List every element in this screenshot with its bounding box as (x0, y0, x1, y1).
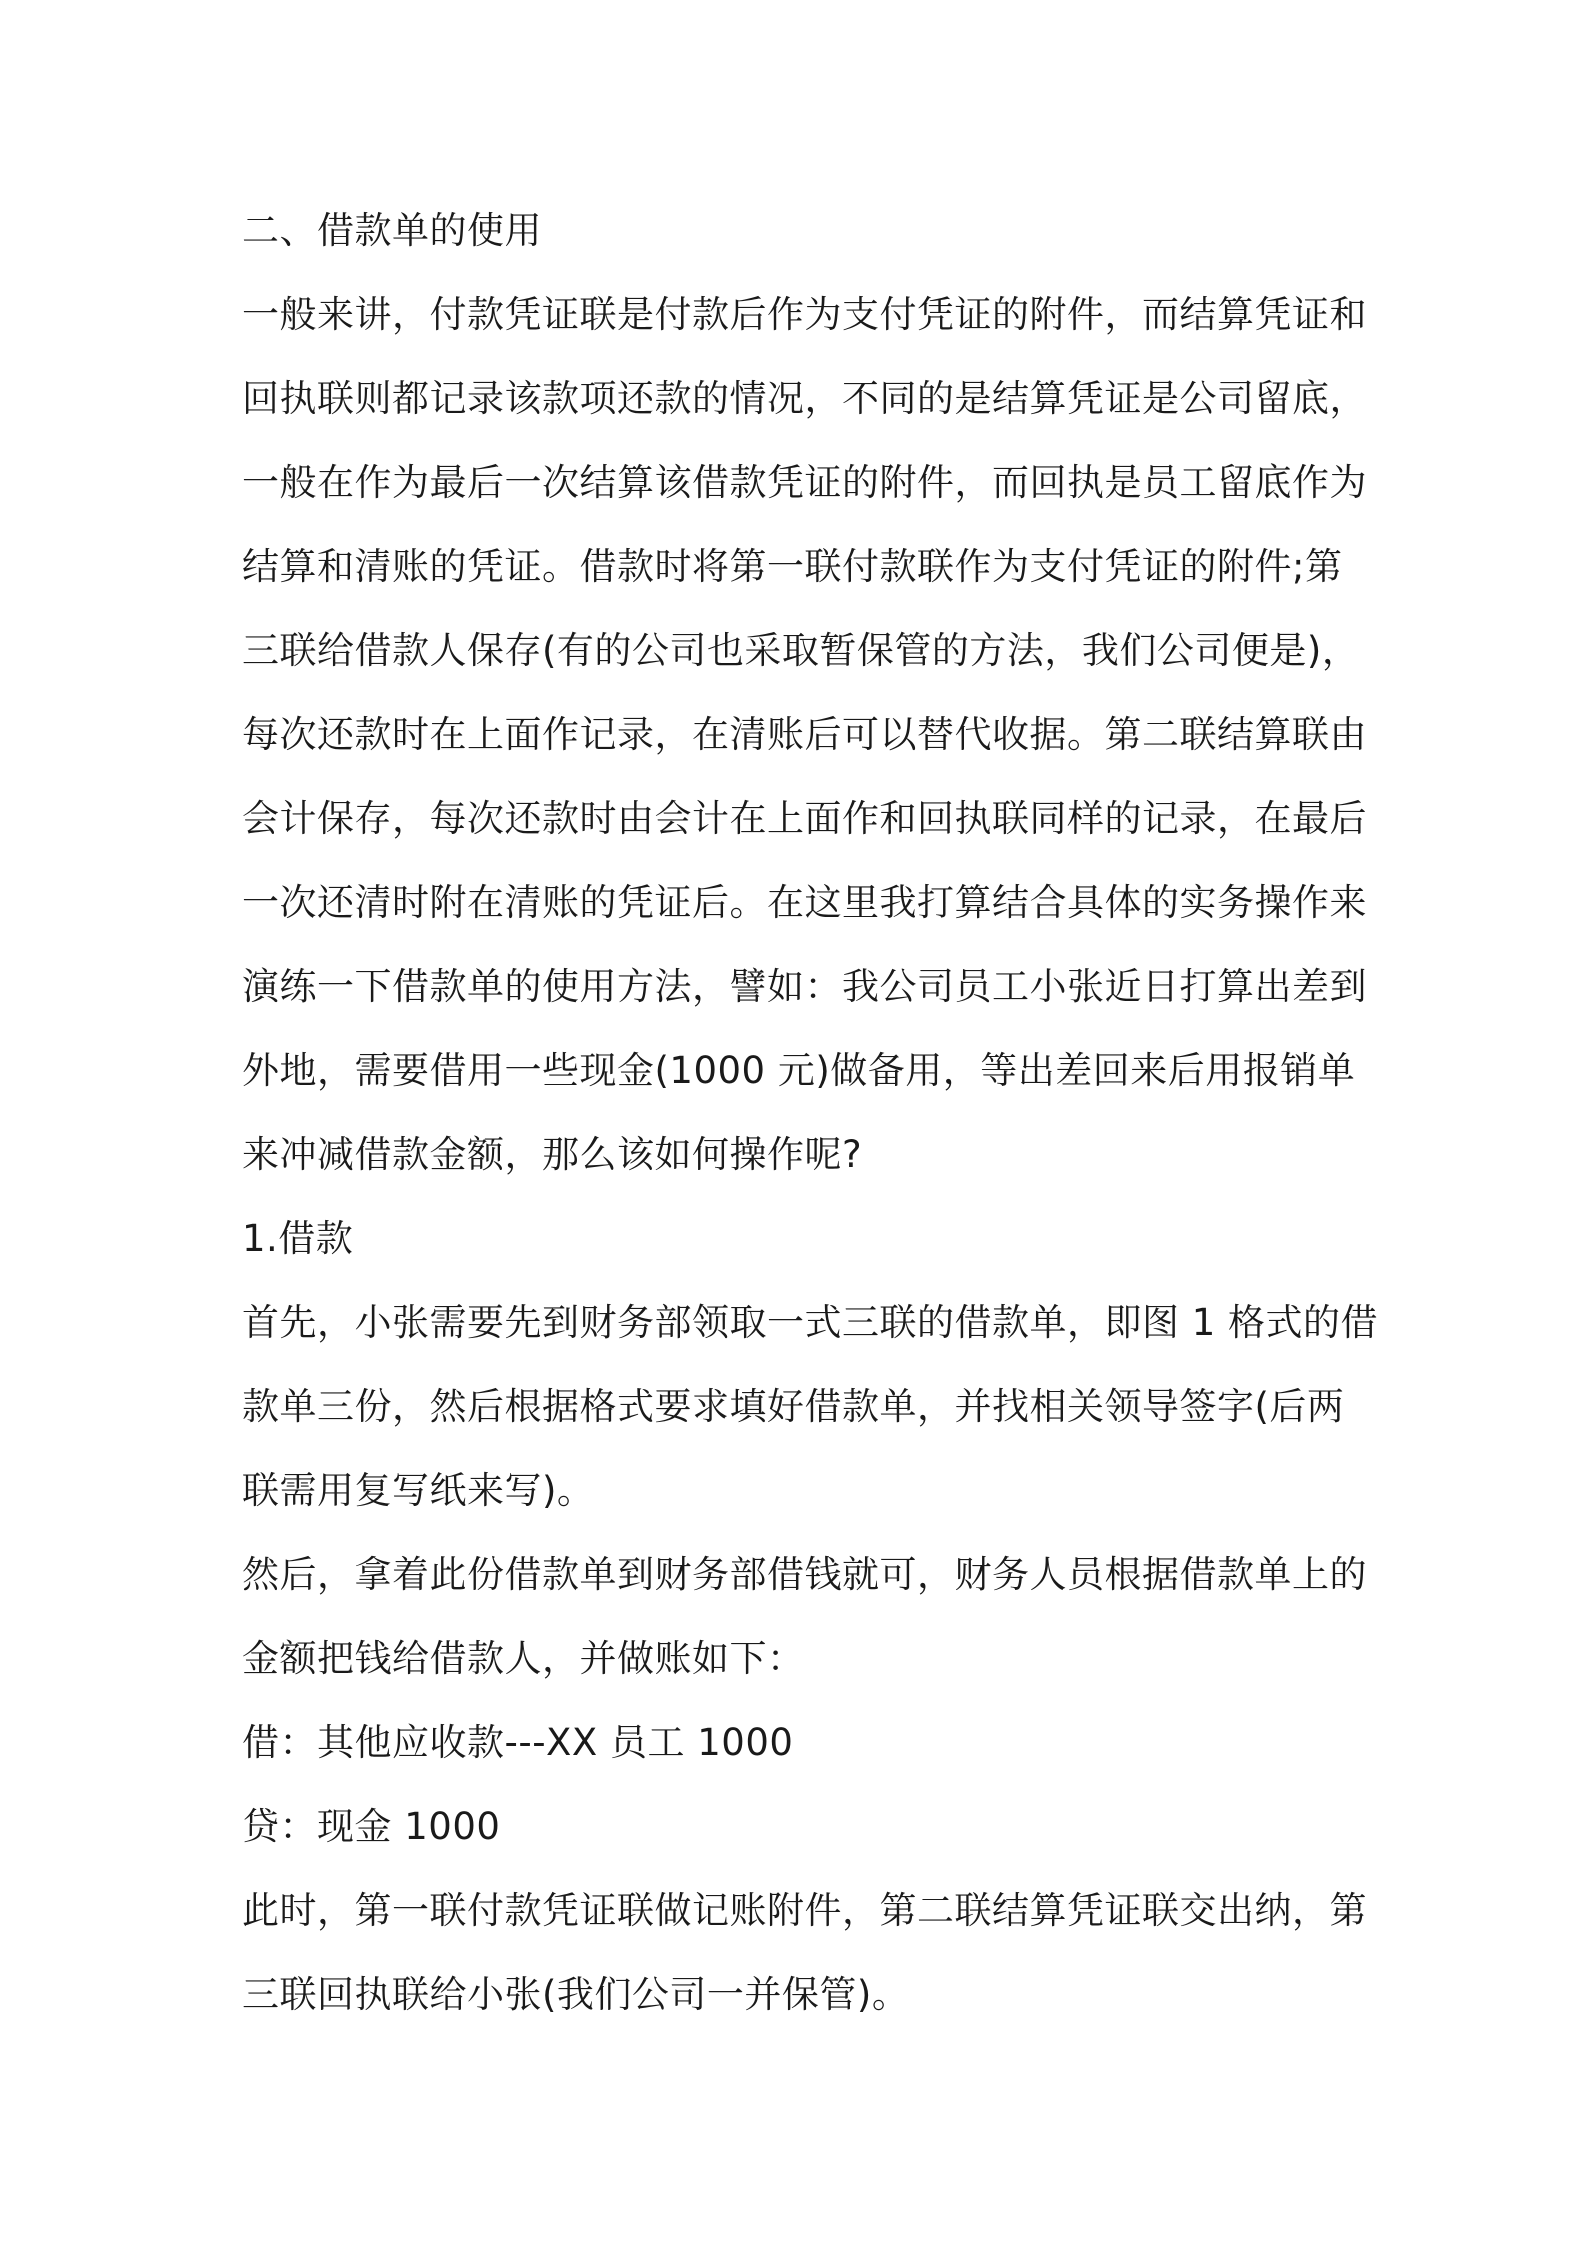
text-line: 外地，需要借用一些现金(1000 元)做备用，等出差回来后用报销单 (242, 1049, 1356, 1092)
text-line: 每次还款时在上面作记录，在清账后可以替代收据。第二联结算联由 (242, 713, 1367, 756)
text-line: 金额把钱给借款人，并做账如下： (242, 1637, 805, 1680)
journal-entry-credit: 贷：现金 1000 (242, 1805, 501, 1848)
text-line: 款单三份，然后根据格式要求填好借款单，并找相关领导签字(后两 (242, 1385, 1345, 1428)
text-line: 三联回执联给小张(我们公司一并保管)。 (242, 1973, 910, 2016)
journal-entry-debit: 借：其他应收款---XX 员工 1000 (242, 1721, 794, 1764)
text-line: 一般在作为最后一次结算该借款凭证的附件，而回执是员工留底作为 (242, 461, 1367, 504)
text-line: 结算和清账的凭证。借款时将第一联付款联作为支付凭证的附件;第 (242, 545, 1343, 588)
text-line: 然后，拿着此份借款单到财务部借钱就可，财务人员根据借款单上的 (242, 1553, 1367, 1596)
text-line: 此时，第一联付款凭证联做记账附件，第二联结算凭证联交出纳，第 (242, 1889, 1367, 1932)
text-line: 一般来讲，付款凭证联是付款后作为支付凭证的附件，而结算凭证和 (242, 293, 1367, 336)
paragraph-borrowing-slip-usage (242, 287, 1367, 1211)
text-line: 一次还清时附在清账的凭证后。在这里我打算结合具体的实务操作来 (242, 881, 1367, 924)
text-line: 三联给借款人保存(有的公司也采取暂保管的方法，我们公司便是)， (242, 629, 1360, 672)
text-line: 联需用复写纸来写)。 (242, 1469, 595, 1512)
text-line: 来冲减借款金额，那么该如何操作呢? (242, 1133, 863, 1176)
text-line: 首先，小张需要先到财务部领取一式三联的借款单，即图 1 格式的借 (242, 1301, 1379, 1344)
text-line: 会计保存，每次还款时由会计在上面作和回执联同样的记录，在最后 (242, 797, 1367, 840)
document-body (242, 203, 1379, 2051)
paragraph-borrow-money (242, 1547, 1367, 1715)
text-line: 回执联则都记录该款项还款的情况，不同的是结算凭证是公司留底， (242, 377, 1367, 420)
text-line: 演练一下借款单的使用方法，譬如：我公司员工小张近日打算出差到 (242, 965, 1367, 1008)
subsection-title: 1.借款 (242, 1217, 354, 1260)
paragraph-obtain-slip (242, 1295, 1379, 1547)
section-heading: 二、借款单的使用 (242, 209, 542, 252)
paragraph-copies-distribution (242, 1883, 1367, 2051)
